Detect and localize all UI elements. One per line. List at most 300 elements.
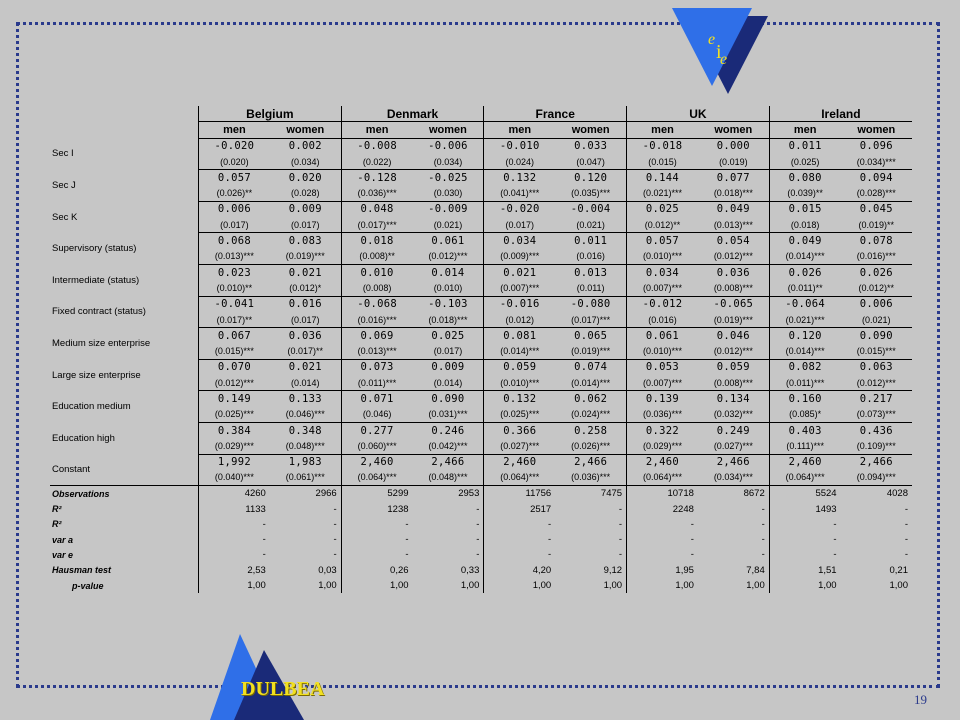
stat-value: - xyxy=(333,534,337,546)
coefficient-cell: 2,460 xyxy=(627,454,698,470)
gender-header: women xyxy=(841,122,912,138)
stat-value: - xyxy=(761,534,765,546)
coefficient-cell: 0.149 xyxy=(199,391,270,407)
std-error-cell: (0.085)* xyxy=(769,407,840,423)
std-error-cell: (0.025)*** xyxy=(484,407,555,423)
std-error-cell: (0.036)*** xyxy=(555,470,626,486)
std-error-cell: (0.012)** xyxy=(841,280,912,296)
stat-value: 0,03 xyxy=(318,564,337,576)
stat-value: 7,84 xyxy=(746,564,765,576)
coef-row xyxy=(50,296,912,312)
coefficient-cell: 0.096 xyxy=(859,140,893,153)
std-error-cell: (0.010)** xyxy=(199,280,270,296)
stat-value: 1,51 xyxy=(769,563,840,578)
std-error-cell: (0.021) xyxy=(841,312,912,328)
corner-cell xyxy=(50,106,199,122)
std-error-cell: (0.028)*** xyxy=(841,185,912,201)
coefficient-cell: 0.073 xyxy=(341,359,412,375)
std-error-cell: (0.010)*** xyxy=(627,249,698,265)
row-label: Supervisory (status) xyxy=(52,243,137,255)
std-error-cell: (0.034)*** xyxy=(841,154,912,170)
std-error-cell: (0.026)** xyxy=(199,185,270,201)
coefficient-cell: 0.021 xyxy=(288,266,322,279)
coefficient-cell: 0.090 xyxy=(431,392,465,405)
std-error-cell: (0.034) xyxy=(413,154,484,170)
country-header: Denmark xyxy=(341,106,484,122)
stat-value: 11756 xyxy=(484,486,555,502)
coefficient-cell: -0.010 xyxy=(484,138,555,154)
coefficient-cell: 1,992 xyxy=(199,454,270,470)
coefficient-cell: 0.025 xyxy=(627,201,698,217)
stat-value: 7475 xyxy=(555,486,626,502)
std-error-cell: (0.019)*** xyxy=(270,249,341,265)
std-error-cell: (0.016)*** xyxy=(841,249,912,265)
stat-value: 1493 xyxy=(769,501,840,516)
coefficient-cell: 0.069 xyxy=(341,328,412,344)
std-error-cell: (0.048)*** xyxy=(413,470,484,486)
svg-text:e: e xyxy=(708,31,716,48)
row-label: Intermediate (status) xyxy=(52,274,140,286)
coefficient-cell: 0.078 xyxy=(859,235,893,248)
stat-value: 1,00 xyxy=(746,580,765,592)
stat-label: Observations xyxy=(50,486,199,502)
country-header: Ireland xyxy=(769,106,912,122)
coefficient-cell: 0.384 xyxy=(199,422,270,438)
std-error-cell: (0.029)*** xyxy=(627,438,698,454)
gender-header: men xyxy=(484,122,555,138)
coefficient-cell: 0.083 xyxy=(288,235,322,248)
gender-header: men xyxy=(341,122,412,138)
gender-header: women xyxy=(555,122,626,138)
stat-label: var e xyxy=(52,549,74,560)
coefficient-cell: 0.217 xyxy=(859,392,893,405)
coefficient-cell: 0.067 xyxy=(199,328,270,344)
coefficient-cell: 0.006 xyxy=(859,298,893,311)
coefficient-cell: 0.006 xyxy=(199,201,270,217)
gender-header: men xyxy=(199,122,270,138)
stat-row xyxy=(50,532,912,547)
std-error-cell: (0.034) xyxy=(270,154,341,170)
stat-value: 1,00 xyxy=(199,578,270,593)
std-error-cell: (0.024)*** xyxy=(555,407,626,423)
coefficient-cell: 0.021 xyxy=(484,264,555,280)
std-error-cell: (0.011) xyxy=(555,280,626,296)
coefficient-cell: -0.016 xyxy=(484,296,555,312)
coefficient-cell: 0.080 xyxy=(769,170,840,186)
coefficient-cell: 0.034 xyxy=(484,233,555,249)
stat-row xyxy=(50,517,912,532)
coefficient-cell: 0.016 xyxy=(288,298,322,311)
std-error-cell: (0.011)** xyxy=(769,280,840,296)
coefficient-cell: 0.120 xyxy=(769,328,840,344)
stat-value: - xyxy=(199,517,270,532)
stat-value: 2248 xyxy=(627,501,698,516)
coefficient-cell: 2,466 xyxy=(859,456,893,469)
std-error-cell: (0.017)*** xyxy=(555,312,626,328)
std-error-cell: (0.109)*** xyxy=(841,438,912,454)
std-error-cell: (0.012)*** xyxy=(698,249,769,265)
coefficient-cell: 0.139 xyxy=(627,391,698,407)
std-error-cell: (0.041)*** xyxy=(484,185,555,201)
std-error-cell: (0.048)*** xyxy=(270,438,341,454)
std-error-cell: (0.013)*** xyxy=(341,343,412,359)
stat-value: 1,95 xyxy=(627,563,698,578)
stat-value: - xyxy=(627,547,698,562)
gender-header: women xyxy=(413,122,484,138)
coefficient-cell: 0.021 xyxy=(288,361,322,374)
std-error-cell: (0.013)*** xyxy=(199,249,270,265)
regression-results-table xyxy=(50,106,912,593)
std-error-cell: (0.047) xyxy=(555,154,626,170)
std-error-cell: (0.014)*** xyxy=(484,343,555,359)
std-error-cell: (0.017) xyxy=(484,217,555,233)
coefficient-cell: 2,460 xyxy=(769,454,840,470)
std-error-cell: (0.015)*** xyxy=(841,343,912,359)
row-label: Education high xyxy=(52,432,115,444)
stat-value: - xyxy=(761,503,765,515)
stat-value: - xyxy=(476,503,480,515)
coefficient-cell: -0.025 xyxy=(428,171,468,184)
std-error-cell: (0.021)*** xyxy=(769,312,840,328)
coefficient-cell: 0.068 xyxy=(199,233,270,249)
std-error-cell: (0.019)** xyxy=(841,217,912,233)
std-error-cell: (0.017)** xyxy=(199,312,270,328)
stat-value: - xyxy=(484,517,555,532)
coefficient-cell: 0.348 xyxy=(288,424,322,437)
row-label: Medium size enterprise xyxy=(52,337,151,349)
coefficient-cell: 0.018 xyxy=(341,233,412,249)
std-error-cell: (0.021)*** xyxy=(627,185,698,201)
coefficient-cell: -0.006 xyxy=(428,140,468,153)
std-error-cell: (0.031)*** xyxy=(413,407,484,423)
row-label: Sec I xyxy=(52,148,74,160)
std-error-cell: (0.009)*** xyxy=(484,249,555,265)
stat-value: 1,00 xyxy=(318,580,337,592)
std-error-cell: (0.012)*** xyxy=(698,343,769,359)
std-error-cell: (0.016) xyxy=(627,312,698,328)
coefficient-cell: 0.057 xyxy=(199,170,270,186)
std-error-cell: (0.014) xyxy=(270,375,341,391)
stat-value: - xyxy=(199,547,270,562)
stat-label: p-value xyxy=(72,580,104,591)
std-error-cell: (0.007)*** xyxy=(484,280,555,296)
row-label: Constant xyxy=(52,464,91,476)
std-error-cell: (0.011)*** xyxy=(769,375,840,391)
std-error-cell: (0.015)*** xyxy=(199,343,270,359)
coefficient-cell: 0.074 xyxy=(574,361,608,374)
stat-label: Hausman test xyxy=(52,565,112,576)
coefficient-cell: 0.120 xyxy=(574,171,608,184)
stat-value: 1238 xyxy=(341,501,412,516)
coefficient-cell: -0.004 xyxy=(570,203,611,216)
std-error-cell: (0.017) xyxy=(270,217,341,233)
coef-row xyxy=(50,359,912,375)
std-error-cell: (0.018)*** xyxy=(413,312,484,328)
coefficient-cell: 0.249 xyxy=(716,424,750,437)
coefficient-cell: 2,460 xyxy=(484,454,555,470)
stat-value: - xyxy=(618,503,623,515)
gender-header-row xyxy=(50,122,912,138)
coefficient-cell: -0.020 xyxy=(484,201,555,217)
dulbea-triangle-logo-icon xyxy=(206,632,346,720)
stat-value: - xyxy=(484,532,555,547)
stat-value: 1,00 xyxy=(603,580,623,592)
stat-value: 1,00 xyxy=(460,580,480,592)
coefficient-cell: 0.010 xyxy=(341,264,412,280)
coefficient-cell: 0.026 xyxy=(859,266,893,279)
coef-row xyxy=(50,264,912,280)
stat-value: - xyxy=(333,518,337,530)
stat-value: 5299 xyxy=(341,486,412,502)
std-error-cell: (0.019)*** xyxy=(555,343,626,359)
stat-value: - xyxy=(476,518,480,530)
country-header: France xyxy=(484,106,627,122)
std-error-cell: (0.018)*** xyxy=(698,185,769,201)
coef-row xyxy=(50,233,912,249)
std-error-cell: (0.018) xyxy=(769,217,840,233)
std-error-cell: (0.039)** xyxy=(769,185,840,201)
stat-value: - xyxy=(627,532,698,547)
coefficient-cell: 0.013 xyxy=(574,266,608,279)
std-error-cell: (0.111)*** xyxy=(769,438,840,454)
stat-value: - xyxy=(904,549,908,561)
std-error-cell: (0.017) xyxy=(270,312,341,328)
stat-value: - xyxy=(769,517,840,532)
stat-value: 1133 xyxy=(199,501,270,516)
stat-value: 2966 xyxy=(270,486,341,502)
coefficient-cell: 0.133 xyxy=(288,392,322,405)
coefficient-cell: 0.070 xyxy=(199,359,270,375)
gender-header: men xyxy=(627,122,698,138)
std-error-cell: (0.030) xyxy=(413,185,484,201)
coefficient-cell: 0.053 xyxy=(627,359,698,375)
std-error-cell: (0.094)*** xyxy=(841,470,912,486)
coefficient-cell: 0.246 xyxy=(431,424,465,437)
stat-value: 1,00 xyxy=(627,578,698,593)
gender-header: women xyxy=(270,122,341,138)
stat-value: - xyxy=(904,534,908,546)
gender-header: men xyxy=(769,122,840,138)
coefficient-cell: 0.048 xyxy=(341,201,412,217)
stat-value: 1,00 xyxy=(341,578,412,593)
stat-row xyxy=(50,547,912,562)
eie-triangle-logo-icon xyxy=(672,8,772,94)
stat-value: 5524 xyxy=(769,486,840,502)
coefficient-cell: 0.366 xyxy=(484,422,555,438)
stat-value: - xyxy=(484,547,555,562)
stat-value: - xyxy=(769,547,840,562)
coefficient-cell: 0.277 xyxy=(341,422,412,438)
std-error-cell: (0.040)*** xyxy=(199,470,270,486)
std-error-cell: (0.016)*** xyxy=(341,312,412,328)
stat-value: - xyxy=(341,517,412,532)
std-error-cell: (0.032)*** xyxy=(698,407,769,423)
std-error-cell: (0.015) xyxy=(627,154,698,170)
std-error-cell: (0.016) xyxy=(555,249,626,265)
coefficient-cell: 1,983 xyxy=(288,456,322,469)
coefficient-cell: 0.160 xyxy=(769,391,840,407)
stat-value: - xyxy=(333,549,337,561)
stat-value: 0,33 xyxy=(460,564,480,576)
std-error-cell: (0.008) xyxy=(341,280,412,296)
stat-value: 8672 xyxy=(698,486,769,502)
stat-value: 4,20 xyxy=(484,563,555,578)
coef-row xyxy=(50,391,912,407)
stat-value: - xyxy=(476,549,480,561)
std-error-cell: (0.064)*** xyxy=(341,470,412,486)
coefficient-cell: 0.258 xyxy=(574,424,608,437)
coefficient-cell: 0.009 xyxy=(431,361,465,374)
coefficient-cell: 2,466 xyxy=(574,456,608,469)
coefficient-cell: 0.059 xyxy=(716,361,750,374)
std-error-cell: (0.012)*** xyxy=(841,375,912,391)
std-error-cell: (0.008)*** xyxy=(698,375,769,391)
row-label: Large size enterprise xyxy=(52,369,141,381)
row-label: Sec K xyxy=(52,211,78,223)
coef-row xyxy=(50,201,912,217)
coef-row xyxy=(50,328,912,344)
std-error-cell: (0.010) xyxy=(413,280,484,296)
coefficient-cell: -0.009 xyxy=(428,203,468,216)
stat-value: - xyxy=(618,534,623,546)
stat-value: 0,26 xyxy=(341,563,412,578)
std-error-cell: (0.025)*** xyxy=(199,407,270,423)
coefficient-cell: 0.000 xyxy=(716,140,750,153)
stat-value: - xyxy=(341,532,412,547)
std-error-cell: (0.064)*** xyxy=(627,470,698,486)
std-error-cell: (0.012)*** xyxy=(199,375,270,391)
coef-row xyxy=(50,170,912,186)
std-error-cell: (0.012)* xyxy=(270,280,341,296)
coefficient-cell: 0.436 xyxy=(859,424,893,437)
std-error-cell: (0.020) xyxy=(199,154,270,170)
corner-cell xyxy=(50,122,199,138)
coefficient-cell: -0.128 xyxy=(341,170,412,186)
stat-value: 1,00 xyxy=(769,578,840,593)
std-error-cell: (0.012)*** xyxy=(413,249,484,265)
coefficient-cell: 0.094 xyxy=(859,171,893,184)
std-error-cell: (0.019)*** xyxy=(698,312,769,328)
std-error-cell: (0.021) xyxy=(555,217,626,233)
coefficient-cell: -0.080 xyxy=(570,298,611,311)
std-error-cell: (0.060)*** xyxy=(341,438,412,454)
std-error-cell: (0.026)*** xyxy=(555,438,626,454)
coefficient-cell: 0.090 xyxy=(859,329,893,342)
stat-row xyxy=(50,563,912,578)
coefficient-cell: 2,466 xyxy=(716,456,750,469)
coefficient-cell: 0.036 xyxy=(288,329,322,342)
stat-label: R² xyxy=(52,519,62,530)
coefficient-cell: 0.132 xyxy=(484,170,555,186)
std-error-cell: (0.025) xyxy=(769,154,840,170)
std-error-cell: (0.046)*** xyxy=(270,407,341,423)
stat-value: - xyxy=(199,532,270,547)
stat-row xyxy=(50,486,912,502)
std-error-cell: (0.007)*** xyxy=(627,375,698,391)
stat-value: - xyxy=(761,518,765,530)
stat-label: R² xyxy=(52,504,62,515)
std-error-cell: (0.028) xyxy=(270,185,341,201)
coefficient-cell: 0.036 xyxy=(716,266,750,279)
stat-value: 2517 xyxy=(484,501,555,516)
std-error-cell: (0.036)*** xyxy=(341,185,412,201)
coefficient-cell: -0.065 xyxy=(713,298,754,311)
std-error-cell: (0.014)*** xyxy=(555,375,626,391)
row-label: Fixed contract (status) xyxy=(52,306,146,318)
stat-value: 4028 xyxy=(841,486,912,502)
row-label: Sec J xyxy=(52,179,76,191)
std-error-cell: (0.064)*** xyxy=(484,470,555,486)
coefficient-cell: 0.134 xyxy=(716,392,750,405)
coefficient-cell: 0.061 xyxy=(431,235,465,248)
coefficient-cell: -0.018 xyxy=(627,138,698,154)
std-error-cell: (0.010)*** xyxy=(484,375,555,391)
stat-value: - xyxy=(761,549,765,561)
stat-value: 1,00 xyxy=(889,580,908,592)
stat-value: - xyxy=(627,517,698,532)
coefficient-cell: 0.009 xyxy=(288,203,322,216)
coefficient-cell: -0.041 xyxy=(199,296,270,312)
std-error-cell: (0.014)*** xyxy=(769,249,840,265)
std-error-cell: (0.008)*** xyxy=(698,280,769,296)
std-error-cell: (0.014) xyxy=(413,375,484,391)
dulbea-logo-text: DULBEA xyxy=(241,678,325,700)
std-error-cell: (0.019) xyxy=(698,154,769,170)
coef-row xyxy=(50,138,912,154)
row-label: Education medium xyxy=(52,401,131,413)
coefficient-cell: 0.062 xyxy=(574,392,608,405)
coefficient-cell: 0.061 xyxy=(627,328,698,344)
coefficient-cell: 0.063 xyxy=(859,361,893,374)
coefficient-cell: -0.020 xyxy=(199,138,270,154)
stat-value: - xyxy=(769,532,840,547)
std-error-cell: (0.022) xyxy=(341,154,412,170)
std-error-cell: (0.007)*** xyxy=(627,280,698,296)
std-error-cell: (0.008)** xyxy=(341,249,412,265)
std-error-cell: (0.036)*** xyxy=(627,407,698,423)
country-header: Belgium xyxy=(199,106,342,122)
svg-text:i: i xyxy=(716,41,722,63)
std-error-cell: (0.029)*** xyxy=(199,438,270,454)
stat-label: var a xyxy=(52,534,74,545)
std-error-cell: (0.014)*** xyxy=(769,343,840,359)
coefficient-cell: 0.082 xyxy=(769,359,840,375)
stat-value: - xyxy=(618,518,623,530)
svg-text:e: e xyxy=(720,51,728,68)
coefficient-cell: 0.034 xyxy=(627,264,698,280)
stat-value: 4260 xyxy=(199,486,270,502)
coefficient-cell: 0.059 xyxy=(484,359,555,375)
stat-value: - xyxy=(618,549,623,561)
std-error-cell: (0.012) xyxy=(484,312,555,328)
std-error-cell: (0.042)*** xyxy=(413,438,484,454)
stat-value: - xyxy=(904,518,908,530)
coefficient-cell: -0.012 xyxy=(627,296,698,312)
stat-value: 1,00 xyxy=(484,578,555,593)
std-error-cell: (0.017)** xyxy=(270,343,341,359)
std-error-cell: (0.035)*** xyxy=(555,185,626,201)
stat-value: 2,53 xyxy=(199,563,270,578)
coefficient-cell: 0.045 xyxy=(859,203,893,216)
coefficient-cell: 0.144 xyxy=(627,170,698,186)
coefficient-cell: 0.322 xyxy=(627,422,698,438)
stat-value: - xyxy=(476,534,480,546)
coefficient-cell: -0.064 xyxy=(769,296,840,312)
std-error-cell: (0.013)*** xyxy=(698,217,769,233)
std-error-cell: (0.011)*** xyxy=(341,375,412,391)
coefficient-cell: -0.103 xyxy=(428,298,468,311)
coefficient-cell: 0.002 xyxy=(288,140,322,153)
